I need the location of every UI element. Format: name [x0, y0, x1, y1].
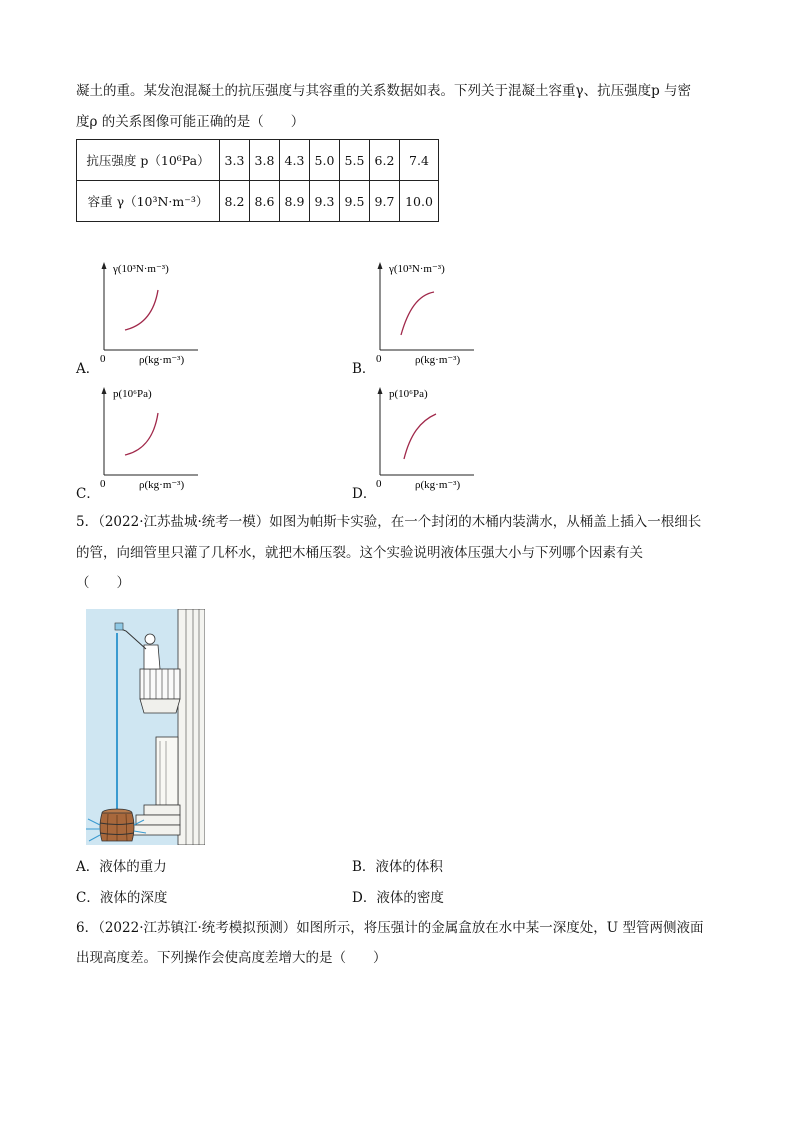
origin-label: 0 [100, 353, 106, 365]
table-cell: 3.8 [250, 140, 280, 181]
curve-c [125, 413, 158, 455]
y-axis-label: γ(10³N·m⁻³) [113, 263, 169, 275]
table-cell: 8.2 [220, 181, 250, 222]
table-cell: 9.7 [370, 181, 400, 222]
table-cell: 9.5 [340, 181, 370, 222]
x-axis-label: ρ(kg·m⁻³) [415, 479, 461, 491]
option-a-label[interactable]: A． [76, 361, 100, 377]
table-cell: 5.5 [340, 140, 370, 181]
graph-option-c[interactable] [98, 383, 218, 497]
q5-stem-line-1: 5．（2022·江苏盐城·统考一模）如图为帕斯卡实验，在一个封闭的木桶内装满水，从桶盖上插入一根细长 [76, 514, 702, 530]
graph-option-a[interactable] [98, 258, 218, 372]
q5-option-a[interactable]: A．液体的重力 [76, 859, 167, 875]
graph-option-b[interactable] [374, 258, 494, 372]
table-cell: 5.0 [310, 140, 340, 181]
y-axis-label: p(10⁶Pa) [113, 388, 152, 400]
x-axis-label: ρ(kg·m⁻³) [139, 479, 185, 491]
table-cell: 10.0 [400, 181, 439, 222]
option-b-label[interactable]: B． [352, 361, 376, 377]
option-d-label[interactable]: D． [352, 486, 377, 502]
option-c-label[interactable]: C． [76, 486, 100, 502]
table-cell: 3.3 [220, 140, 250, 181]
q5-stem-line-2: 的管，向细管里只灌了几杯水，就把木桶压裂。这个实验说明液体压强大小与下列哪个因素有关 [76, 545, 643, 561]
table-cell: 8.9 [280, 181, 310, 222]
y-axis-label: p(10⁶Pa) [389, 388, 428, 400]
q5-option-c[interactable]: C．液体的深度 [76, 890, 168, 906]
question-stem-line-2: 度ρ 的关系图像可能正确的是（ ） [76, 114, 305, 130]
graph-a-svg [98, 258, 218, 368]
q6-stem-line-1: 6．（2022·江苏镇江·统考模拟预测）如图所示，将压强计的金属盒放在水中某一深度处，U 型管两侧液面 [76, 920, 704, 936]
y-axis-arrow [378, 262, 383, 269]
curve-a [125, 290, 158, 330]
row-header: 容重 γ（10³N·m⁻³） [77, 181, 220, 222]
curve-d [404, 414, 436, 459]
origin-label: 0 [376, 478, 382, 490]
pascal-barrel-svg [86, 609, 205, 845]
graph-option-d[interactable] [374, 383, 494, 497]
origin-label: 0 [376, 353, 382, 365]
q5-option-d[interactable]: D．液体的密度 [352, 890, 444, 906]
table-row [77, 140, 439, 181]
pascal-barrel-illustration [86, 609, 205, 845]
table-cell: 4.3 [280, 140, 310, 181]
x-axis-label: ρ(kg·m⁻³) [139, 354, 185, 366]
y-axis-arrow [102, 262, 107, 269]
question-stem-line-1: 凝土的重。某发泡混凝土的抗压强度与其容重的关系数据如表。下列关于混凝土容重γ、抗压强度p 与密 [76, 83, 692, 99]
y-axis-label: γ(10³N·m⁻³) [389, 263, 445, 275]
y-axis-arrow [102, 387, 107, 394]
graph-b-svg [374, 258, 494, 368]
data-table [76, 139, 439, 222]
table-cell: 9.3 [310, 181, 340, 222]
curve-b [401, 292, 434, 335]
q6-stem-line-2: 出现高度差。下列操作会使高度差增大的是（ ） [76, 950, 387, 966]
y-axis-arrow [378, 387, 383, 394]
table-cell: 8.6 [250, 181, 280, 222]
graph-d-svg [374, 383, 494, 493]
table-row [77, 181, 439, 222]
table-cell: 6.2 [370, 140, 400, 181]
graph-c-svg [98, 383, 218, 493]
origin-label: 0 [100, 478, 106, 490]
q5-stem-line-3: （ ） [76, 575, 130, 591]
row-header: 抗压强度 p（10⁶Pa） [77, 140, 220, 181]
q5-option-b[interactable]: B．液体的体积 [352, 859, 443, 875]
x-axis-label: ρ(kg·m⁻³) [415, 354, 461, 366]
table-cell: 7.4 [400, 140, 439, 181]
